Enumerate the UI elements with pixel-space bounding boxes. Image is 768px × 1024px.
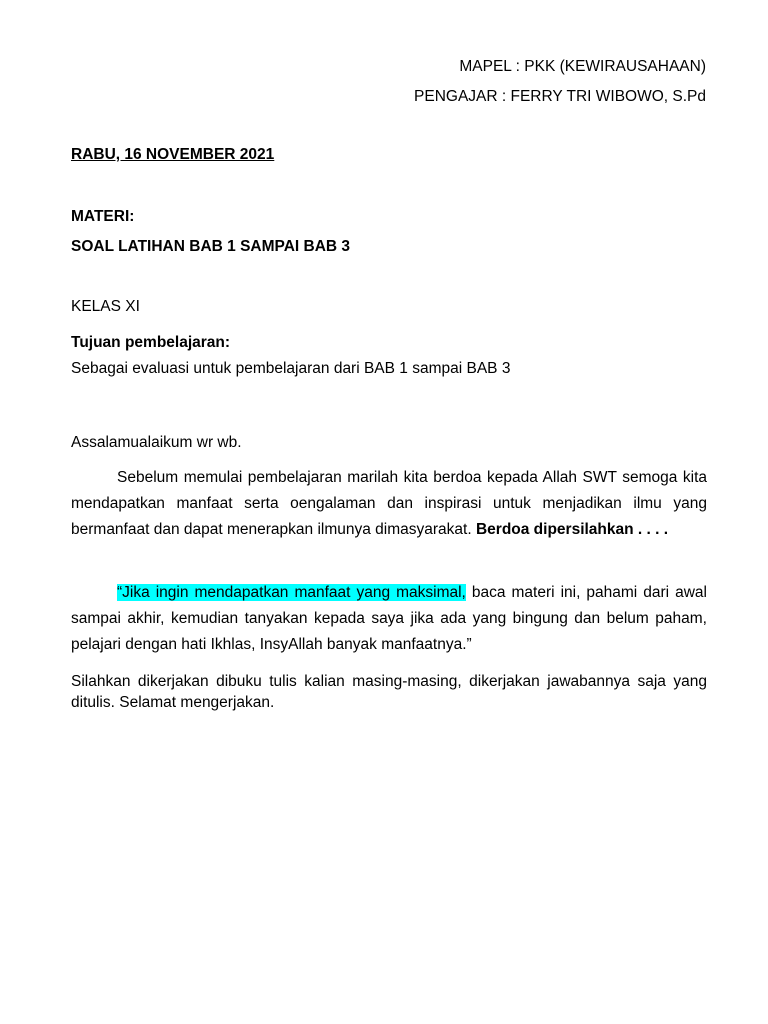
subject-line: MAPEL : PKK (KEWIRAUSAHAAN) [459, 58, 706, 75]
greeting: Assalamualaikum wr wb. [71, 434, 242, 451]
materi-label: MATERI: [71, 208, 135, 225]
objective-label: Tujuan pembelajaran: [71, 334, 231, 351]
instruction-paragraph: Silahkan dikerjakan dibuku tulis kalian masing-masing, dikerjakan jawabannya saja yang ditulis. Selamat mengerjakan. [71, 673, 707, 711]
quote-text: baca materi ini, pahami dari awal sampai akhir, kemudian tanyakan kepada saya jika ada yang bingung dan belum paham, pelajari dengan hati Ikhlas, InsyAllah banyak manfaatnya.” [71, 584, 707, 653]
class-label: KELAS XI [71, 298, 140, 315]
teacher-line: PENGAJAR : FERRY TRI WIBOWO, S.Pd [414, 88, 706, 105]
prayer-paragraph [71, 465, 707, 543]
materi-title: SOAL LATIHAN BAB 1 SAMPAI BAB 3 [71, 238, 351, 255]
quote-paragraph [71, 580, 707, 658]
objective-text: Sebagai evaluasi untuk pembelajaran dari BAB 1 sampai BAB 3 [71, 360, 511, 377]
date-heading: RABU, 16 NOVEMBER 2021 [71, 146, 275, 163]
prayer-instruction: Berdoa dipersilahkan . . . . [475, 521, 669, 538]
prayer-text: Sebelum memulai pembelajaran marilah kita berdoa kepada Allah SWT semoga kita mendapatkan manfaat serta oengalaman dan inspirasi untuk menjadikan ilmu yang bermanfaat dan dapat menerapkan ilmunya dimasyarakat. [71, 469, 707, 538]
highlighted-quote: “Jika ingin mendapatkan manfaat yang maksimal, [117, 584, 466, 601]
